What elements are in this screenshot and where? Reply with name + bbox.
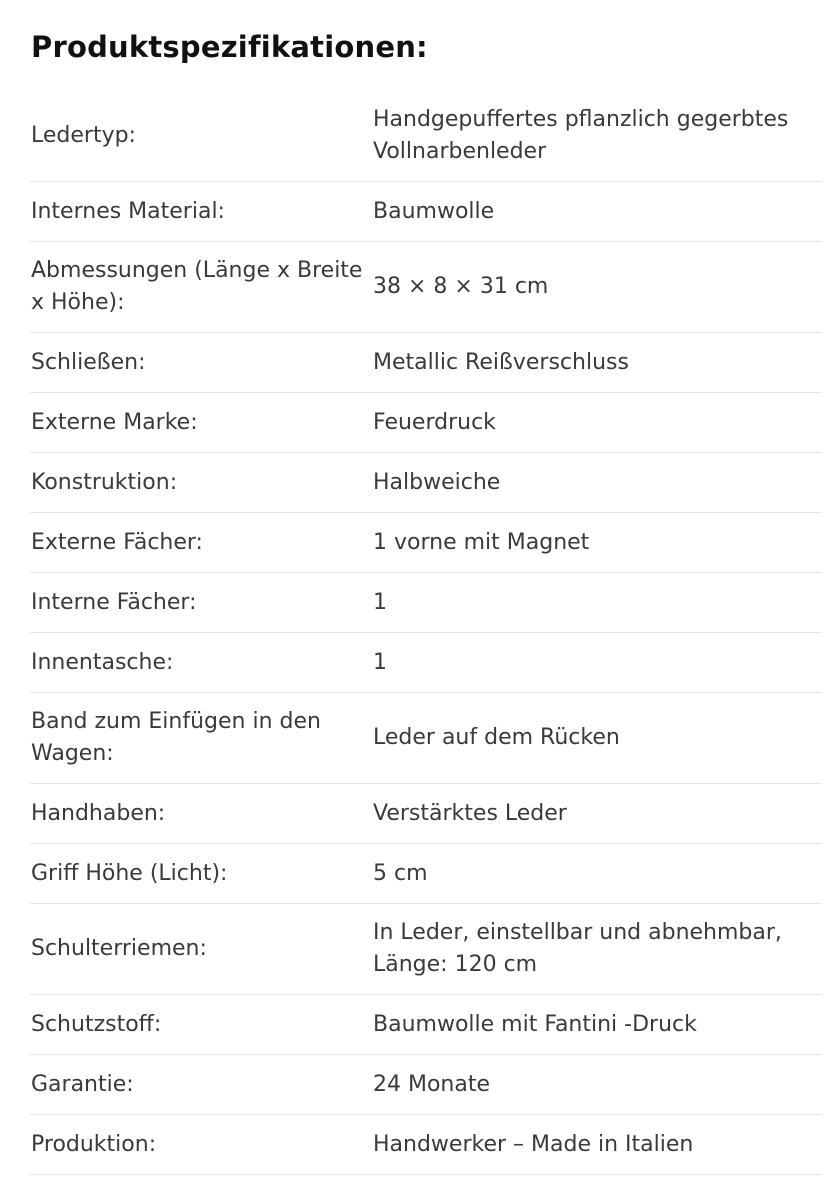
spec-value: Verstärktes Leder: [373, 800, 567, 826]
spec-value: 1: [373, 589, 387, 615]
spec-value: Handwerker – Made in Italien: [373, 1131, 694, 1157]
spec-label: Garantie:: [31, 1071, 134, 1097]
spec-value: Metallic Reißverschluss: [373, 349, 629, 375]
spec-value: 5 cm: [373, 860, 428, 886]
spec-row-shoulder-strap: [30, 904, 822, 995]
spec-value: Leder auf dem Rücken: [373, 725, 620, 750]
spec-value: 24 Monate: [373, 1071, 491, 1097]
spec-value: Baumwolle mit Fantini -Druck: [373, 1011, 697, 1037]
spec-label: Externe Fächer:: [31, 529, 203, 555]
spec-label: Handhaben:: [31, 800, 166, 826]
spec-row-warranty: [30, 1055, 822, 1115]
spec-label: Externe Marke:: [31, 409, 198, 435]
spec-value: 38 × 8 × 31 cm: [373, 274, 549, 299]
spec-value: 1: [373, 649, 387, 675]
spec-label: Produktion:: [31, 1131, 157, 1157]
spec-row-external-compartments: [30, 513, 822, 573]
spec-label: Schließen:: [31, 349, 146, 375]
spec-row-inner-pocket: [30, 633, 822, 693]
spec-row-leather-type: [30, 90, 822, 182]
spec-value: Feuerdruck: [373, 409, 496, 435]
spec-value: Baumwolle: [373, 198, 495, 224]
spec-label: Innentasche:: [31, 649, 174, 675]
spec-value: Handgepuffertes pflanzlich gegerbtes Vollnarbenleder: [373, 106, 789, 164]
spec-label: Interne Fächer:: [31, 589, 197, 615]
spec-row-production: [30, 1115, 822, 1175]
spec-label: Griff Höhe (Licht):: [31, 860, 228, 886]
spec-table: [30, 90, 822, 1175]
spec-row-internal-compartments: [30, 573, 822, 633]
spec-value: 1 vorne mit Magnet: [373, 529, 590, 555]
spec-row-internal-material: [30, 182, 822, 242]
spec-row-construction: [30, 453, 822, 513]
spec-row-protective-fabric: [30, 995, 822, 1055]
spec-row-external-brand: [30, 393, 822, 453]
spec-row-closure: [30, 333, 822, 393]
spec-label: Abmessungen (Länge x Breite x Höhe):: [31, 258, 363, 315]
spec-row-handle-height: [30, 844, 822, 904]
spec-label: Konstruktion:: [31, 469, 178, 495]
spec-row-trolley-strap: [30, 693, 822, 784]
spec-label: Band zum Einfügen in den Wagen:: [31, 709, 321, 766]
spec-value: Halbweiche: [373, 469, 501, 495]
page-title: Produktspezifikationen:: [31, 30, 428, 64]
spec-label: Ledertyp:: [31, 122, 136, 148]
spec-label: Schutzstoff:: [31, 1011, 162, 1037]
spec-label: Schulterriemen:: [31, 936, 207, 961]
spec-label: Internes Material:: [31, 198, 225, 224]
spec-row-handles: [30, 784, 822, 844]
spec-value: In Leder, einstellbar und abnehmbar, Länge: 120 cm: [373, 920, 782, 977]
spec-row-dimensions: [30, 242, 822, 333]
